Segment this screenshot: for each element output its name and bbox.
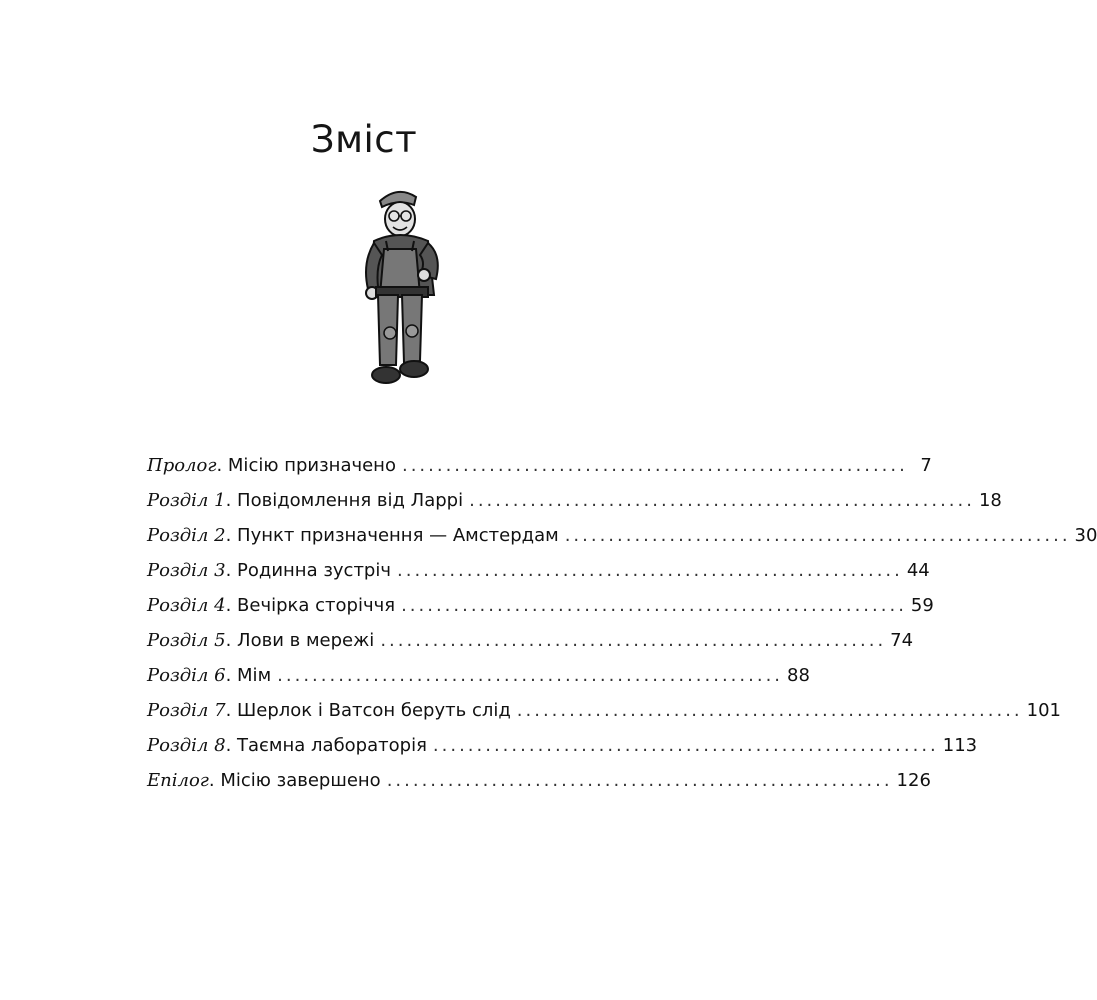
- toc-entry[interactable]: Розділ 5 . Лови в мережі .......................................................... 74: [147, 623, 639, 658]
- table-of-contents: [147, 448, 1097, 798]
- toc-leader-dots: ..........................................................: [380, 630, 887, 651]
- toc-leader-dots: ..........................................................: [432, 735, 939, 756]
- toc-entry-page: 7: [920, 455, 932, 476]
- toc-entry-page: 74: [890, 630, 914, 651]
- toc-entry[interactable]: Розділ 3 . Родинна зустріч .......................................................... 44: [147, 553, 639, 588]
- toc-entry-title: Шерлок і Ватсон беруть слід: [237, 700, 511, 721]
- toc-leader-dots: ..........................................................: [469, 490, 975, 511]
- toc-entry[interactable]: Розділ 1 . Повідомлення від Ларрі .......................................................... 18: [147, 483, 639, 518]
- toc-entry-label: Пролог: [147, 455, 217, 476]
- toc-entry-label: Розділ 8: [147, 735, 226, 756]
- toc-entry-page: 88: [787, 665, 810, 686]
- toc-entry-label: Епілог: [147, 770, 209, 791]
- toc-entry-page: 101: [1026, 700, 1062, 721]
- toc-entry-label: Розділ 5: [147, 630, 226, 651]
- toc-entry-label: Розділ 2: [147, 525, 226, 546]
- toc-leader-dots: ..........................................................: [277, 665, 784, 686]
- toc-entry-label: Розділ 3: [147, 560, 226, 581]
- toc-entry-title: Родинна зустріч: [237, 560, 391, 581]
- toc-entry[interactable]: Розділ 8 . Таємна лабораторія .......................................................... 113: [147, 728, 639, 763]
- toc-entry[interactable]: Пролог . Місію призначено .......................................................... 7: [147, 448, 639, 483]
- toc-entry-label: Розділ 7: [147, 700, 226, 721]
- toc-entry-title: Мім: [237, 665, 272, 686]
- toc-leader-dots: ..........................................................: [564, 525, 1071, 546]
- toc-entry-label: Розділ 1: [147, 490, 226, 511]
- toc-entry-label: Розділ 6: [147, 665, 226, 686]
- toc-entry[interactable]: Розділ 4 . Вечірка сторіччя .......................................................... 59: [147, 588, 639, 623]
- toc-entry[interactable]: Розділ 6 . Мім .......................................................... 88: [147, 658, 639, 693]
- page-title: Зміст: [310, 118, 418, 161]
- toc-leader-dots: ..........................................................: [401, 455, 908, 476]
- toc-entry-page: 18: [978, 490, 1002, 511]
- toc-entry-title: Таємна лабораторія: [237, 735, 427, 756]
- toc-entry[interactable]: Розділ 7 . Шерлок і Ватсон беруть слід .......................................................... 101: [147, 693, 639, 728]
- toc-entry-page: 126: [896, 770, 931, 791]
- toc-entry-title: Повідомлення від Ларрі: [237, 490, 464, 511]
- toc-leader-dots: ..........................................................: [386, 770, 893, 791]
- toc-leader-dots: ..........................................................: [516, 700, 1023, 721]
- toc-entry-title: Вечірка сторіччя: [237, 595, 396, 616]
- toc-entry-page: 30: [1074, 525, 1097, 546]
- toc-entry-title: Місію завершено: [220, 770, 381, 791]
- toc-entry-label: Розділ 4: [147, 595, 226, 616]
- toc-entry-page: 44: [906, 560, 930, 581]
- toc-entry[interactable]: Розділ 2 . Пункт призначення — Амстердам .......................................................... 30: [147, 518, 639, 553]
- toc-entry-page: 59: [910, 595, 934, 616]
- toc-entry-title: Пункт призначення — Амстердам: [237, 525, 559, 546]
- toc-entry-title: Місію призначено: [227, 455, 396, 476]
- cartoon-man-icon: [350, 183, 446, 403]
- toc-leader-dots: ..........................................................: [401, 595, 907, 616]
- toc-entry-title: Лови в мережі: [237, 630, 375, 651]
- toc-entry[interactable]: Епілог . Місію завершено .......................................................... 126: [147, 763, 639, 798]
- toc-entry-page: 113: [942, 735, 978, 756]
- toc-leader-dots: ..........................................................: [397, 560, 903, 581]
